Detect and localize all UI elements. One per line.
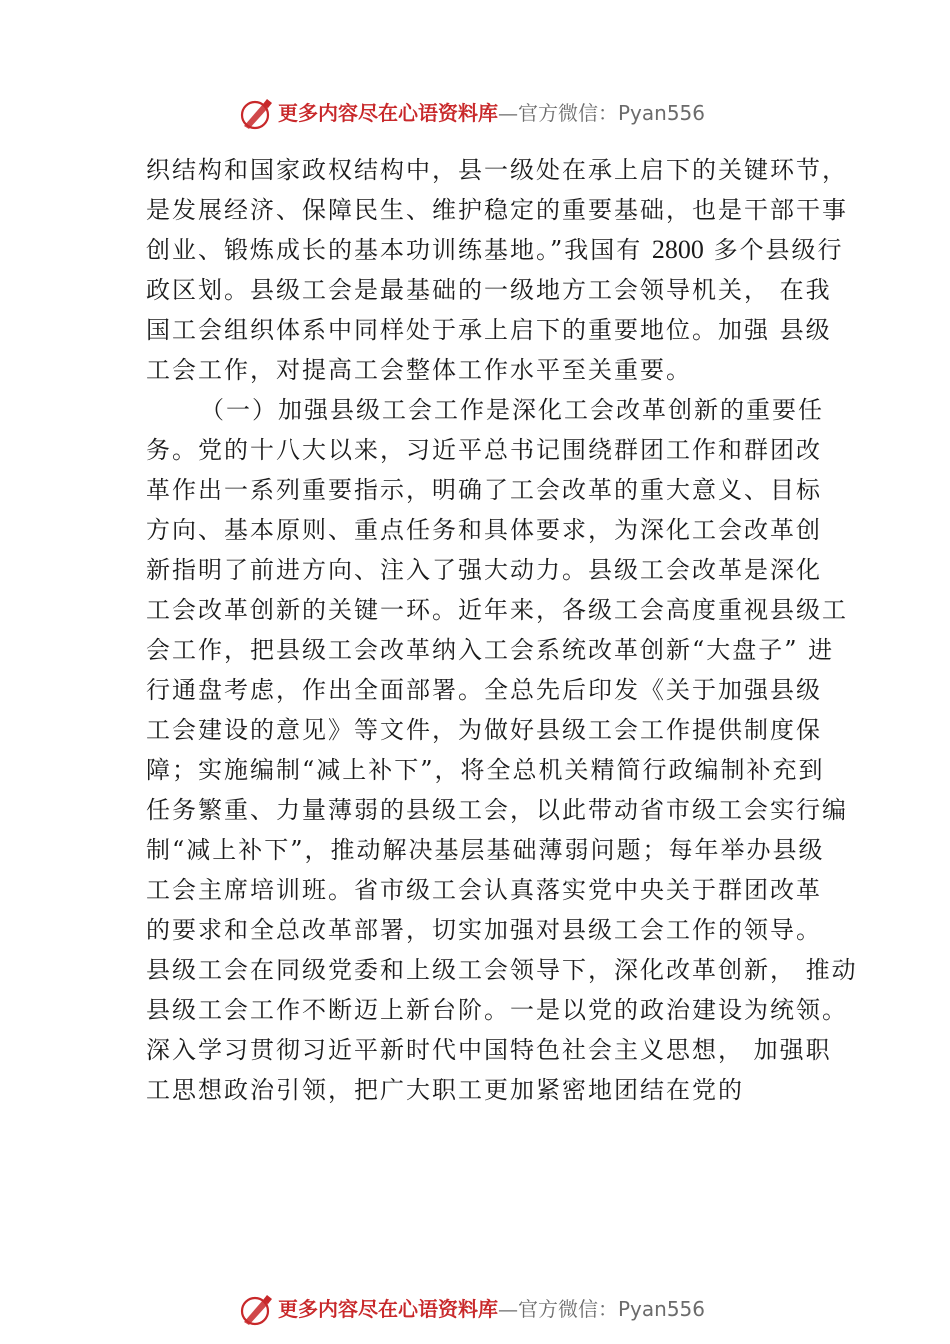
text-line: 工思想政治引领，把广大职工更加紧密地团结在党的 [146,1076,744,1104]
banner-wechat-id: Pyan556 [618,1297,706,1321]
footer-banner [0,1290,950,1330]
text-line: 务。党的十八大以来，习近平总书记围绕群团工作和群团改 [146,436,822,464]
text-line: 会工作，把县级工会改革纳入工会系统改革创新“大盘子” 进 [146,636,835,664]
text-line: 是发展经济、保障民生、维护稳定的重要基础，也是干部干事 [146,196,848,224]
text-line: 县级工会工作不断迈上新台阶。一是以党的政治建设为统领。 [146,996,848,1024]
text-line: 新指明了前进方向、注入了强大动力。县级工会改革是深化 [146,556,822,584]
banner-library-name: 更多内容尽在心语资料库 [278,101,498,125]
banner-dash: — [498,1297,518,1321]
banner-text [278,98,705,128]
header-banner [0,94,950,134]
text-line: 工会建设的意见》等文件，为做好县级工会工作提供制度保 [146,716,822,744]
county-count: 2800 [651,235,704,264]
text-line-head: 创业、锻炼成长的基本功训练基地。”我国有 [146,236,643,264]
text-line: 工会工作，对提高工会整体工作水平至关重要。 [146,356,692,384]
text-line: 制“减上补下”，推动解决基层基础薄弱问题；每年举办县级 [146,836,825,864]
text-line: 工会改革创新的关键一环。近年来，各级工会高度重视县级工 [146,596,848,624]
text-line: 行通盘考虑，作出全面部署。全总先后印发《关于加强县级 [146,676,822,704]
text-line: 方向、基本原则、重点任务和具体要求，为深化工会改革创 [146,516,822,544]
text-line: 深入学习贯彻习近平新时代中国特色社会主义思想， 加强职 [146,1036,832,1064]
text-line: 障；实施编制“减上补下”，将全总机关精简行政编制补充到 [146,756,825,784]
text-line-tail: 多个县级行 [713,236,844,264]
document-body [146,150,858,1110]
banner-dash: — [498,101,518,125]
text-line: 革作出一系列重要指示，明确了工会改革的重大意义、目标 [146,476,822,504]
text-line: 织结构和国家政权结构中，县一级处在承上启下的关键环节， [146,156,848,184]
banner-library-name: 更多内容尽在心语资料库 [278,1297,498,1321]
banner-wechat-label: 官方微信： [518,1297,618,1321]
text-line: 任务繁重、力量薄弱的县级工会，以此带动省市级工会实行编 [146,796,848,824]
text-line: 的要求和全总改革部署，切实加强对县级工会工作的领导。 [146,916,822,944]
text-line: 政区划。县级工会是最基础的一级地方工会领导机关， 在我 [146,276,832,304]
banner-text [278,1294,705,1324]
banner-wechat-label: 官方微信： [518,101,618,125]
pen-logo-icon [238,1292,274,1328]
text-line: 工会主席培训班。省市级工会认真落实党中央关于群团改革 [146,876,822,904]
text-line [146,230,846,270]
section-heading-line: （一）加强县级工会工作是深化工会改革创新的重要任 [200,396,824,424]
text-line: 国工会组织体系中同样处于承上启下的重要地位。加强 县级 [146,316,832,344]
pen-logo-icon [238,96,274,132]
banner-wechat-id: Pyan556 [618,101,706,125]
text-line: 县级工会在同级党委和上级工会领导下，深化改革创新， 推动 [146,956,858,984]
